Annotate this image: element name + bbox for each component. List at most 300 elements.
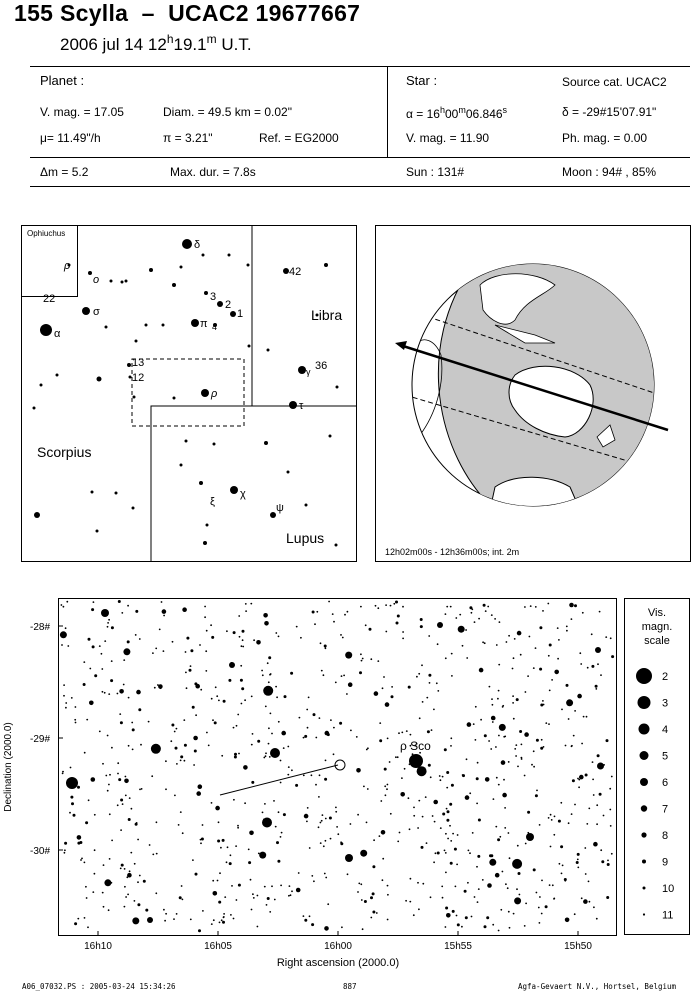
field-star xyxy=(268,743,270,745)
field-star xyxy=(495,746,497,748)
field-star xyxy=(513,718,515,720)
field-star xyxy=(281,832,283,834)
label-22: 22 xyxy=(43,293,56,305)
field-star xyxy=(478,888,480,890)
scale-mag-label: 5 xyxy=(662,750,669,763)
field-star xyxy=(335,811,337,813)
field-star xyxy=(519,730,522,733)
field-star xyxy=(504,807,506,809)
field-star xyxy=(512,859,522,869)
star-tau xyxy=(289,401,297,409)
field-star xyxy=(216,695,218,697)
field-star xyxy=(488,740,490,742)
field-star xyxy=(564,880,566,882)
field-star xyxy=(118,778,121,781)
field-star xyxy=(102,892,104,894)
constellation-scorpius: Scorpius xyxy=(37,444,92,460)
field-star xyxy=(380,800,382,802)
field-star xyxy=(473,723,475,725)
field-star xyxy=(227,846,229,848)
star-vmag: V. mag. = 11.90 xyxy=(406,131,490,145)
field-star xyxy=(478,819,481,822)
field-star xyxy=(341,675,343,677)
bright-field-star xyxy=(595,647,601,653)
field-star xyxy=(490,748,492,750)
field-star xyxy=(484,734,487,737)
field-star xyxy=(540,704,543,707)
field-star xyxy=(267,897,270,900)
finder-star xyxy=(149,268,153,272)
field-star xyxy=(139,638,141,640)
field-star xyxy=(400,792,405,797)
label-13: 13 xyxy=(132,357,145,369)
field-star xyxy=(320,642,322,644)
bright-field-star xyxy=(526,833,534,841)
ra-tick-label: 16h05 xyxy=(204,941,232,952)
finder-star xyxy=(162,324,165,327)
field-star xyxy=(445,613,447,615)
field-star xyxy=(446,808,448,810)
field-star xyxy=(261,670,263,672)
field-star xyxy=(476,803,478,805)
field-star xyxy=(210,624,212,626)
field-star xyxy=(243,765,248,770)
field-star xyxy=(151,744,161,754)
field-star xyxy=(271,733,273,735)
field-star xyxy=(250,879,252,881)
field-star xyxy=(552,884,554,886)
field-star xyxy=(109,813,111,815)
scale-dot xyxy=(640,778,648,786)
field-star xyxy=(213,919,215,921)
field-star xyxy=(571,745,573,747)
field-star xyxy=(125,776,127,778)
field-star xyxy=(421,846,424,849)
field-star xyxy=(382,879,384,881)
field-star xyxy=(446,606,448,608)
field-star xyxy=(70,796,73,799)
field-star xyxy=(320,822,322,824)
bright-field-star xyxy=(147,917,153,923)
field-star xyxy=(479,668,484,673)
field-star xyxy=(171,724,174,727)
field-star xyxy=(509,857,511,859)
field-star xyxy=(611,655,614,658)
field-star xyxy=(586,716,588,718)
field-star xyxy=(217,880,219,882)
field-star xyxy=(492,721,494,723)
field-star xyxy=(469,606,472,609)
field-star xyxy=(447,838,449,840)
field-star xyxy=(477,762,479,764)
field-star xyxy=(273,800,275,802)
field-star xyxy=(607,863,610,866)
field-star xyxy=(248,849,250,851)
field-star xyxy=(307,727,309,729)
globe-svg xyxy=(375,225,691,562)
field-star xyxy=(89,668,91,670)
field-star xyxy=(381,830,386,835)
field-star xyxy=(164,920,166,922)
field-star xyxy=(469,852,471,854)
field-star xyxy=(200,842,202,844)
field-star xyxy=(499,621,501,623)
field-star xyxy=(462,645,464,647)
field-star xyxy=(366,822,368,824)
field-star xyxy=(508,761,510,763)
field-star xyxy=(445,852,447,854)
field-star xyxy=(221,919,223,921)
field-star xyxy=(562,865,564,867)
field-star xyxy=(238,753,240,755)
field-star xyxy=(454,848,457,851)
dec-tick-labels xyxy=(30,622,50,857)
field-star xyxy=(566,626,568,628)
field-star xyxy=(101,653,103,655)
field-star xyxy=(314,623,316,625)
field-star xyxy=(323,845,325,847)
field-star xyxy=(527,811,530,814)
field-star xyxy=(193,736,198,741)
field-star xyxy=(427,730,430,733)
field-star xyxy=(204,606,206,608)
field-star xyxy=(440,779,442,781)
field-star xyxy=(542,700,544,702)
field-star xyxy=(84,862,86,864)
planet-diameter: Diam. = 49.5 km = 0.02" xyxy=(163,105,292,119)
field-star xyxy=(450,606,452,608)
field-star xyxy=(211,698,213,700)
field-star xyxy=(184,760,186,762)
ra-h-sup: h xyxy=(439,105,445,115)
field-star xyxy=(222,921,225,924)
field-star xyxy=(386,788,388,790)
field-star xyxy=(465,916,468,919)
scale-mag-label: 3 xyxy=(662,697,669,710)
scale-mag-label: 10 xyxy=(662,883,675,895)
field-star xyxy=(161,601,163,603)
field-star xyxy=(333,621,335,623)
finder-star xyxy=(173,397,176,400)
field-star xyxy=(596,804,598,806)
field-star xyxy=(408,686,411,689)
field-star xyxy=(574,913,576,915)
field-star xyxy=(550,814,552,816)
field-star xyxy=(410,734,412,736)
field-star xyxy=(591,665,594,668)
field-star xyxy=(74,719,76,721)
field-star xyxy=(456,915,458,917)
finder-star xyxy=(115,492,118,495)
star-delta-sco xyxy=(182,239,192,249)
field-star xyxy=(390,813,392,815)
sky-chart-frame xyxy=(59,599,617,936)
field-star xyxy=(429,682,431,684)
field-star xyxy=(298,872,300,874)
field-star xyxy=(356,768,361,773)
field-star xyxy=(128,745,130,747)
field-star xyxy=(275,686,277,688)
field-star xyxy=(304,814,309,819)
field-star xyxy=(491,614,493,616)
field-star xyxy=(449,825,451,827)
field-star xyxy=(256,640,261,645)
finder-star xyxy=(248,345,251,348)
bright-field-star xyxy=(101,609,109,617)
field-star xyxy=(476,866,478,868)
field-star xyxy=(248,861,251,864)
field-star xyxy=(134,863,136,865)
field-star xyxy=(228,679,231,682)
field-star xyxy=(512,668,514,670)
field-star xyxy=(491,698,493,700)
field-star xyxy=(574,710,576,712)
field-star xyxy=(154,687,156,689)
field-star xyxy=(120,799,123,802)
field-star xyxy=(517,845,519,847)
field-star xyxy=(70,767,72,769)
field-star xyxy=(103,864,105,866)
field-star xyxy=(569,603,574,608)
finder-star xyxy=(125,280,128,283)
ra-tick-label: 15h55 xyxy=(444,941,472,952)
scale-title-line-1: Vis. xyxy=(647,607,667,619)
field-star xyxy=(309,915,311,917)
field-star xyxy=(283,747,285,749)
field-star xyxy=(111,626,114,629)
field-star xyxy=(436,682,438,684)
field-star xyxy=(600,674,602,676)
field-star xyxy=(533,667,535,669)
field-star xyxy=(60,631,67,638)
field-star xyxy=(372,892,375,895)
field-star xyxy=(306,821,308,823)
field-star xyxy=(182,607,187,612)
field-star xyxy=(304,735,307,738)
field-star xyxy=(435,852,437,854)
field-star xyxy=(324,873,326,875)
label-alpha: α xyxy=(54,328,61,340)
field-star xyxy=(472,832,474,834)
field-star xyxy=(251,744,253,746)
table-top-rule xyxy=(30,66,690,67)
field-star xyxy=(549,884,551,886)
field-star xyxy=(498,930,500,932)
field-star xyxy=(462,774,465,777)
field-star xyxy=(611,776,613,778)
field-star xyxy=(163,615,165,617)
finder-star xyxy=(88,271,92,275)
dec-tick-label: -28# xyxy=(30,622,51,633)
field-star xyxy=(192,706,195,709)
field-star xyxy=(496,644,498,646)
field-star xyxy=(287,746,289,748)
field-star xyxy=(163,909,165,911)
field-star xyxy=(136,822,138,824)
constellation-ophiuchus: Ophiuchus xyxy=(27,229,66,238)
field-star xyxy=(348,682,353,687)
field-star xyxy=(281,731,286,736)
field-star xyxy=(357,891,359,893)
field-star xyxy=(475,739,477,741)
scale-title-line-3: scale xyxy=(644,635,670,647)
field-star xyxy=(375,605,377,607)
field-star xyxy=(230,914,232,916)
star-2-sco xyxy=(217,301,223,307)
field-star xyxy=(401,732,403,734)
field-star xyxy=(325,647,327,649)
field-star xyxy=(399,832,401,834)
field-star xyxy=(490,854,493,857)
field-star xyxy=(129,797,131,799)
field-star xyxy=(307,807,309,809)
field-star xyxy=(559,863,561,865)
field-star xyxy=(280,782,282,784)
field-star xyxy=(398,732,400,734)
field-star xyxy=(190,919,192,921)
field-star xyxy=(568,718,570,720)
field-star xyxy=(237,827,239,829)
field-star xyxy=(502,793,507,798)
field-star xyxy=(583,899,588,904)
field-star xyxy=(482,879,484,881)
field-star xyxy=(426,842,428,844)
field-star xyxy=(339,722,342,725)
field-star xyxy=(591,633,593,635)
field-star xyxy=(185,672,187,674)
field-star xyxy=(276,841,279,844)
field-star xyxy=(195,684,200,689)
field-star xyxy=(214,721,217,724)
field-star xyxy=(295,784,298,787)
field-star xyxy=(263,757,265,759)
field-star xyxy=(94,873,96,875)
field-star xyxy=(558,820,561,823)
field-star xyxy=(445,872,447,874)
field-star xyxy=(137,839,139,841)
field-star xyxy=(92,645,95,648)
field-star xyxy=(132,749,134,751)
field-star xyxy=(84,752,86,754)
field-star xyxy=(442,813,445,816)
field-star xyxy=(289,885,291,887)
field-star xyxy=(244,699,246,701)
finder-star xyxy=(96,530,99,533)
field-star xyxy=(186,687,188,689)
star-gamma-lib xyxy=(298,366,306,374)
field-star xyxy=(524,732,529,737)
finder-star xyxy=(247,264,250,267)
field-star xyxy=(370,917,372,919)
star-1-sco xyxy=(230,311,236,317)
field-star xyxy=(218,901,221,904)
scale-dot xyxy=(636,668,652,684)
field-star xyxy=(284,695,287,698)
field-star xyxy=(311,923,314,926)
finder-star xyxy=(132,507,135,510)
field-star xyxy=(391,695,394,698)
field-star xyxy=(384,768,387,771)
field-star xyxy=(198,784,203,789)
field-star xyxy=(390,605,392,607)
field-star xyxy=(498,690,500,692)
field-star xyxy=(123,648,130,655)
field-star xyxy=(306,709,308,711)
field-star xyxy=(533,750,535,752)
label-rho-oph: ρ xyxy=(64,260,71,272)
field-star xyxy=(159,629,161,631)
field-star xyxy=(405,900,407,902)
field-star xyxy=(134,900,136,902)
field-star xyxy=(65,707,67,709)
field-star xyxy=(269,756,271,758)
field-star xyxy=(85,886,87,888)
field-star xyxy=(104,640,106,642)
field-star xyxy=(581,897,583,899)
field-star xyxy=(384,785,386,787)
field-star xyxy=(513,913,515,915)
field-star xyxy=(396,622,399,625)
field-star xyxy=(145,909,148,912)
field-star xyxy=(180,811,182,813)
field-star xyxy=(514,638,516,640)
field-star xyxy=(265,752,267,754)
label-36: 36 xyxy=(315,360,328,372)
bright-field-star xyxy=(66,777,78,789)
label-2: 2 xyxy=(225,299,232,311)
field-star xyxy=(518,872,521,875)
field-star xyxy=(300,637,302,639)
field-star xyxy=(179,896,182,899)
x-axis-label: Right ascension (2000.0) xyxy=(276,957,400,969)
field-star xyxy=(426,697,428,699)
field-star xyxy=(533,868,536,871)
field-star xyxy=(224,896,226,898)
field-star xyxy=(236,899,238,901)
field-star xyxy=(94,674,97,677)
label-sigma: σ xyxy=(93,306,100,318)
field-star xyxy=(143,880,146,883)
field-star xyxy=(395,756,397,758)
field-star xyxy=(397,841,399,843)
field-star xyxy=(180,760,182,762)
field-star xyxy=(93,601,95,603)
star-sigma-sco xyxy=(82,307,90,315)
field-star xyxy=(231,885,233,887)
sky-chart-svg xyxy=(0,595,620,975)
field-star xyxy=(498,784,500,786)
field-star xyxy=(199,644,201,646)
field-star xyxy=(502,705,504,707)
field-star xyxy=(444,850,446,852)
field-star xyxy=(551,819,553,821)
field-star xyxy=(217,840,220,843)
star-alpha-sco xyxy=(40,324,52,336)
field-star xyxy=(111,840,113,842)
field-star xyxy=(108,693,110,695)
field-star xyxy=(493,798,495,800)
field-star xyxy=(385,604,387,606)
field-star xyxy=(515,744,517,746)
field-star xyxy=(200,689,202,691)
field-star xyxy=(262,674,264,676)
field-star xyxy=(192,859,194,861)
field-star xyxy=(402,606,404,608)
field-star xyxy=(241,687,244,690)
field-star xyxy=(465,795,470,800)
field-star xyxy=(278,721,280,723)
field-star xyxy=(459,614,461,616)
